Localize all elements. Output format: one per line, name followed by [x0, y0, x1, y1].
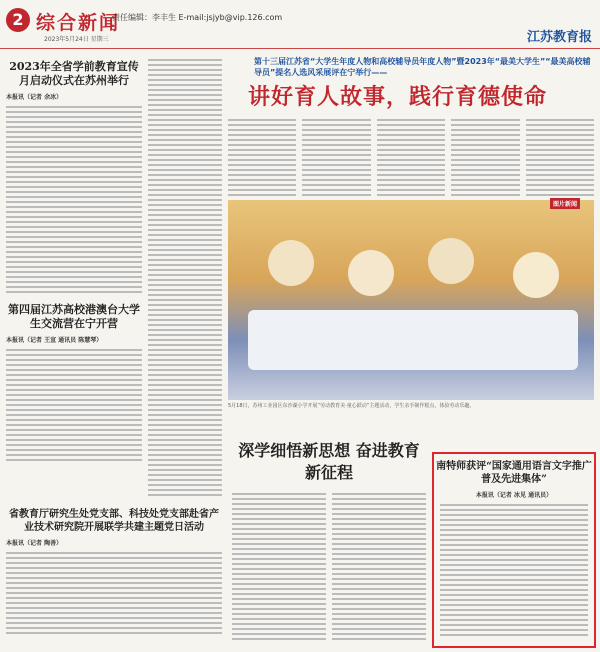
article-body	[6, 549, 222, 639]
article-byline: 本报讯（记者 陶善）	[6, 540, 63, 547]
article-headline: 省教育厅研究生处党支部、科技处党支部赴省产业技术研究院开展联学共建主题党日活动	[9, 509, 219, 533]
article-byline: 本报讯（记者 王宣 通讯员 陈慧琴）	[6, 337, 103, 344]
page-number: 2	[6, 8, 30, 32]
highlight-body	[440, 501, 588, 639]
news-photo	[228, 200, 594, 400]
mid-headline: 深学细悟新思想 奋进教育新征程	[238, 441, 420, 482]
article-headline: 2023年全省学前教育宣传月启动仪式在苏州举行	[9, 60, 139, 87]
article-body-continuation	[148, 56, 222, 496]
article-byline: 本报讯（记者 余冰）	[6, 94, 63, 101]
issue-date: 2023年5月24日 星期三	[44, 36, 109, 43]
feature-kicker: 第十三届江苏省“大学生年度人物和高校辅导员年度人物”暨2023年“最美大学生”“最美高校辅导员”提名人选风采展评在宁举行——	[254, 57, 591, 77]
bottom-left-article	[6, 500, 222, 639]
article-body	[6, 103, 142, 295]
article-headline: 第四届江苏高校港澳台大学生交流营在宁开营	[8, 303, 140, 330]
highlight-byline: 本报讯（记者 冰见 通讯员）	[475, 492, 553, 499]
newspaper-brand: 江苏教育报	[526, 30, 592, 45]
mid-body	[232, 490, 426, 646]
section-title: 综合新闻	[36, 12, 121, 34]
page-header	[0, 0, 600, 49]
left-column	[6, 52, 142, 466]
article-body	[6, 346, 142, 466]
photo-label: 图片新闻	[550, 198, 580, 209]
editor-info: 责任编辑：李丰生 E-mail:jsjyb@vip.126.com	[112, 13, 283, 22]
photo-caption: 5月18日，苏州工业园区东沙湖小学开展“劳动教育美·童心跃动”主题活动，学生亲手制作糕点，体验劳动乐趣。	[228, 403, 475, 409]
feature-headline: 讲好育人故事，践行育德使命	[248, 85, 548, 110]
feature-body	[228, 116, 594, 196]
highlighted-article	[432, 452, 596, 648]
highlight-headline: 南特师获评“国家通用语言文字推广普及先进集体”	[436, 461, 592, 485]
